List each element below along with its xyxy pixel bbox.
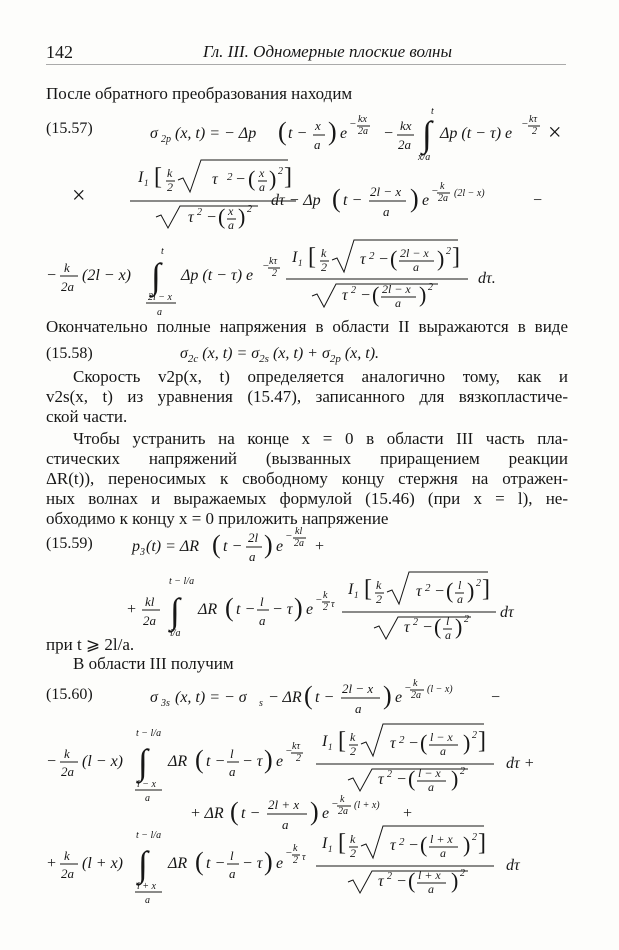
header-rule (46, 64, 566, 65)
equation-15-58: $\sigma_{2c}$ (x, $t) = \sigma_{2s}$ (x, $t) + \sigma_{2p}$ (x, t). (180, 345, 380, 366)
svg-text:τ: τ (342, 287, 348, 304)
svg-text:τ: τ (212, 171, 218, 188)
running-title: Гл. III. Одномерные плоские волны (203, 42, 452, 61)
svg-text:2a: 2a (338, 806, 348, 817)
svg-text:∫: ∫ (138, 742, 148, 782)
svg-text:]: ] (284, 164, 292, 190)
svg-text:kτ: kτ (529, 114, 538, 125)
svg-text:3: 3 (140, 547, 145, 558)
svg-text:(: ( (372, 282, 380, 307)
svg-text:1: 1 (328, 844, 333, 854)
svg-text:a: a (428, 882, 434, 896)
svg-text:t −: t − (343, 192, 363, 209)
svg-text:−: − (532, 192, 543, 209)
svg-text:a: a (229, 764, 236, 779)
svg-text:2: 2 (399, 734, 405, 746)
svg-text:]: ] (478, 830, 486, 856)
svg-text:−: − (262, 260, 270, 272)
svg-text:(: ( (248, 166, 256, 191)
svg-text:t −: t − (206, 855, 226, 872)
svg-text:σ: σ (150, 125, 158, 142)
svg-text:τ: τ (390, 837, 396, 854)
svg-text:(l − x): (l − x) (427, 684, 453, 695)
svg-text:l: l (230, 848, 234, 863)
svg-text:(: ( (212, 530, 221, 559)
svg-text:2: 2 (321, 260, 327, 274)
svg-text:2l − x: 2l − x (382, 282, 411, 296)
svg-text:k: k (64, 260, 70, 275)
paragraph-plastic-line-2: стических напряжений (вызванных приращением реакции (46, 449, 568, 468)
svg-text:ΔR: ΔR (168, 855, 188, 872)
svg-text:dτ: dτ (506, 857, 520, 874)
svg-text:(: ( (420, 730, 428, 755)
svg-text:−: − (422, 619, 433, 636)
svg-text:k: k (64, 746, 70, 761)
svg-text:x: x (259, 166, 265, 180)
equation-number-15-57: (15.57) (46, 120, 93, 137)
svg-text:−: − (396, 873, 407, 890)
svg-text:[: [ (338, 830, 346, 856)
svg-text:2: 2 (460, 766, 465, 777)
svg-text:τ: τ (331, 599, 335, 610)
svg-text:l + x: l + x (418, 868, 441, 882)
svg-text:): ) (410, 184, 419, 213)
svg-text:2a: 2a (438, 193, 448, 204)
svg-text:a: a (157, 307, 162, 318)
svg-text:ΔR: ΔR (168, 753, 188, 770)
svg-text:2l − x: 2l − x (148, 292, 172, 303)
svg-text:x/a: x/a (418, 152, 431, 163)
svg-text:l + x: l + x (430, 832, 453, 846)
svg-text:2: 2 (369, 250, 375, 262)
equation-15-60 (40, 668, 610, 918)
svg-text:∫: ∫ (151, 256, 161, 296)
paragraph-after-inverse-transform: После обратного преобразования находим (46, 84, 353, 103)
svg-text:−: − (431, 185, 439, 197)
svg-text:): ) (310, 797, 319, 826)
svg-text:(x, t) = − σ: (x, t) = − σ (175, 689, 247, 706)
equation-number-15-60: (15.60) (46, 686, 93, 703)
svg-text:(: ( (408, 766, 416, 791)
svg-text:(: ( (278, 117, 287, 146)
svg-text:dτ.: dτ. (478, 270, 496, 287)
svg-text:(l − x): (l − x) (82, 753, 123, 770)
svg-text:2: 2 (472, 730, 477, 741)
svg-text:2a: 2a (143, 613, 156, 628)
svg-text:−: − (396, 771, 407, 788)
equation-15-57 (40, 100, 610, 325)
svg-text:(: ( (225, 593, 234, 622)
svg-text:kτ: kτ (292, 741, 301, 752)
svg-text:l − x: l − x (418, 766, 441, 780)
svg-text:a: a (440, 744, 446, 758)
svg-text:τ: τ (404, 619, 410, 636)
svg-text:I: I (292, 249, 298, 266)
svg-text:a: a (428, 780, 434, 794)
svg-text:2: 2 (532, 126, 537, 137)
svg-text:−: − (349, 118, 357, 130)
svg-text:k: k (340, 794, 345, 805)
svg-text:kx: kx (400, 118, 412, 133)
svg-text:l + x: l + x (137, 881, 156, 892)
svg-text:2a: 2a (411, 690, 421, 701)
svg-text:2: 2 (278, 166, 283, 177)
svg-text:a: a (249, 549, 256, 564)
svg-text:τ: τ (302, 852, 306, 863)
paragraph-total-stress: Окончательно полные напряжения в области II выражаются в виде (46, 317, 568, 336)
svg-text:ΔR: ΔR (198, 601, 218, 618)
svg-text:t −: t − (206, 753, 226, 770)
svg-text:): ) (451, 868, 459, 893)
svg-text:k: k (323, 590, 328, 601)
paragraph-velocity-line-1: Скорость v2p(x, t) определяется аналогично тому, как и (73, 367, 568, 386)
svg-text:(: ( (195, 745, 204, 774)
svg-text:]: ] (452, 244, 460, 270)
svg-text:1: 1 (354, 590, 359, 600)
svg-text:I: I (138, 169, 144, 186)
svg-text:dτ: dτ (500, 604, 514, 621)
svg-text:×: × (548, 120, 562, 146)
svg-text:×: × (72, 183, 86, 209)
svg-text:2l − x: 2l − x (400, 246, 429, 260)
svg-text:l − x: l − x (430, 730, 453, 744)
svg-text:3s: 3s (161, 698, 170, 709)
svg-text:): ) (419, 282, 427, 307)
svg-text:): ) (451, 766, 459, 791)
svg-text:−: − (490, 689, 501, 706)
svg-text:− τ: − τ (242, 855, 263, 872)
svg-text:τ: τ (360, 251, 366, 268)
svg-text:−: − (378, 251, 389, 268)
svg-text:t − l/a: t − l/a (169, 576, 195, 587)
svg-text:): ) (238, 204, 246, 229)
svg-text:k: k (350, 730, 356, 744)
svg-text:a: a (457, 592, 463, 606)
page-number: 142 (46, 42, 73, 62)
svg-text:): ) (264, 847, 273, 876)
svg-text:−: − (408, 837, 419, 854)
svg-text:[: [ (338, 728, 346, 754)
svg-text:e: e (276, 753, 284, 770)
svg-text:τ: τ (416, 583, 422, 600)
svg-text:(2l − x): (2l − x) (82, 267, 131, 284)
svg-text:): ) (264, 745, 273, 774)
svg-text:(t) = ΔR: (t) = ΔR (146, 538, 200, 555)
svg-text:a: a (259, 180, 265, 194)
svg-text:2: 2 (472, 832, 477, 843)
svg-text:− ΔR: − ΔR (268, 689, 302, 706)
svg-text:2l: 2l (248, 530, 259, 545)
svg-text:1: 1 (298, 258, 303, 268)
paragraph-plastic-line-1: Чтобы устранить на конце x = 0 в области III часть пла- (73, 429, 568, 448)
svg-text:p: p (132, 538, 140, 555)
svg-text:− τ: − τ (242, 753, 263, 770)
svg-text:2: 2 (399, 836, 405, 848)
svg-text:I: I (322, 835, 328, 852)
svg-text:−: − (331, 798, 339, 810)
svg-text:−: − (360, 287, 371, 304)
paragraph-plastic-line-4: ных волнах и выражаемых формулой (15.46) (при x = l), не- (46, 489, 568, 508)
svg-text:2l − x: 2l − x (370, 184, 402, 199)
svg-text:e: e (306, 601, 314, 618)
svg-text:−: − (235, 171, 246, 188)
svg-text:τ: τ (390, 735, 396, 752)
svg-text:2l − x: 2l − x (342, 681, 374, 696)
svg-text:−: − (315, 594, 323, 606)
svg-text:(l + x): (l + x) (354, 800, 380, 811)
svg-text:l − x: l − x (137, 779, 156, 790)
svg-text:+: + (402, 805, 413, 822)
svg-text:): ) (264, 530, 273, 559)
paragraph-velocity-line-3: ской части. (46, 407, 128, 426)
svg-text:(: ( (434, 614, 442, 639)
svg-text:2: 2 (350, 846, 356, 860)
svg-text:−: − (408, 735, 419, 752)
paragraph-velocity-line-2: v2s(x, t) из уравнения (15.47), записанного для вязкопластиче- (46, 387, 568, 406)
svg-text:x: x (228, 204, 234, 218)
svg-text:a: a (383, 204, 390, 219)
svg-text:t −: t − (241, 805, 261, 822)
svg-text:]: ] (482, 576, 490, 602)
svg-text:): ) (455, 614, 463, 639)
svg-text:): ) (463, 730, 471, 755)
svg-text:−: − (285, 847, 293, 859)
svg-text:2: 2 (425, 582, 431, 594)
svg-text:−: − (383, 125, 394, 142)
svg-text:): ) (328, 117, 337, 146)
svg-text:2: 2 (272, 268, 277, 279)
svg-text:kl: kl (295, 526, 303, 537)
svg-text:s: s (259, 698, 263, 709)
svg-text:(: ( (408, 868, 416, 893)
svg-text:2a: 2a (294, 538, 304, 549)
svg-text:l: l (230, 746, 234, 761)
svg-text:a: a (314, 137, 321, 152)
svg-text:): ) (437, 246, 445, 271)
svg-text:k: k (64, 848, 70, 863)
svg-text:t: t (431, 106, 434, 117)
svg-text:dτ +: dτ + (506, 755, 535, 772)
svg-text:I: I (322, 733, 328, 750)
svg-text:a: a (228, 218, 234, 232)
svg-text:−: − (46, 267, 57, 284)
svg-text:e: e (276, 538, 284, 555)
svg-text:kτ: kτ (269, 256, 278, 267)
svg-text:+: + (126, 601, 137, 618)
svg-text:2: 2 (197, 207, 202, 218)
svg-text:l: l (446, 614, 450, 628)
svg-text:k: k (321, 246, 327, 260)
equation-15-59 (40, 515, 610, 640)
svg-text:2: 2 (351, 285, 356, 296)
svg-text:τ: τ (188, 209, 194, 226)
svg-text:(x, t) = − Δp: (x, t) = − Δp (175, 125, 257, 142)
svg-text:+ ΔR: + ΔR (190, 805, 224, 822)
equation-number-15-58: (15.58) (46, 345, 93, 362)
svg-text:2a: 2a (61, 866, 74, 881)
svg-text:kx: kx (358, 114, 367, 125)
svg-text:t − l/a: t − l/a (136, 728, 162, 739)
svg-text:t −: t − (223, 538, 243, 555)
svg-text:2: 2 (293, 855, 298, 866)
svg-text:(: ( (332, 184, 341, 213)
svg-text:a: a (282, 817, 289, 832)
svg-text:): ) (463, 832, 471, 857)
svg-text:2: 2 (387, 769, 392, 780)
svg-text:1: 1 (328, 742, 333, 752)
svg-text:(l + x): (l + x) (82, 855, 123, 872)
svg-text:(: ( (446, 578, 454, 603)
svg-text:[: [ (154, 164, 162, 190)
svg-text:−: − (285, 745, 293, 757)
svg-text:−: − (285, 530, 293, 542)
svg-text:a: a (229, 866, 236, 881)
svg-text:2p: 2p (161, 134, 171, 145)
svg-text:(: ( (420, 832, 428, 857)
svg-text:k: k (167, 166, 173, 180)
paragraph-plastic-line-3: ΔR(t)), переносимых к свободному концу стержня на отражен- (46, 469, 568, 488)
svg-text:−: − (46, 753, 57, 770)
svg-text:τ: τ (378, 873, 384, 890)
svg-text:a: a (440, 846, 446, 860)
svg-text:a: a (445, 628, 451, 640)
svg-text:− τ: − τ (272, 601, 293, 618)
svg-text:2: 2 (227, 171, 233, 183)
svg-text:2: 2 (376, 592, 382, 606)
svg-text:k: k (440, 181, 445, 192)
svg-text:): ) (467, 578, 475, 603)
svg-text:a: a (413, 260, 419, 274)
svg-text:∫: ∫ (138, 844, 148, 884)
svg-text:(: ( (218, 204, 226, 229)
svg-text:l/a: l/a (170, 628, 181, 639)
condition-text: при t ⩾ 2l/a. (46, 635, 135, 654)
svg-text:−: − (404, 682, 412, 694)
svg-text:t: t (161, 246, 164, 257)
svg-text:): ) (383, 681, 392, 710)
svg-text:a: a (355, 701, 362, 716)
svg-text:e: e (340, 125, 348, 142)
svg-text:σ: σ (150, 689, 158, 706)
svg-text:k: k (293, 843, 298, 854)
svg-text:2: 2 (247, 204, 252, 215)
svg-text:e: e (322, 805, 330, 822)
svg-text:I: I (348, 581, 354, 598)
svg-text:a: a (395, 296, 401, 310)
paragraph-plastic-line-5: обходимо к концу x = 0 приложить напряжение (46, 509, 389, 528)
svg-text:a: a (145, 895, 150, 906)
svg-text:2: 2 (350, 744, 356, 758)
svg-text:[: [ (308, 244, 316, 270)
svg-text:−: − (521, 118, 529, 130)
svg-text:+: + (314, 538, 325, 555)
svg-text:t − l/a: t − l/a (136, 830, 162, 841)
svg-text:2a: 2a (358, 126, 368, 137)
svg-text:Δp (t − τ) e: Δp (t − τ) e (440, 125, 513, 142)
svg-text:): ) (269, 166, 277, 191)
svg-text:2: 2 (428, 282, 433, 293)
svg-text:e: e (395, 689, 403, 706)
svg-text:2: 2 (323, 602, 328, 613)
svg-text:2: 2 (464, 614, 469, 625)
svg-text:2l + x: 2l + x (268, 797, 300, 812)
paragraph-region-III: В области III получим (73, 654, 234, 673)
svg-text:∫: ∫ (422, 114, 432, 154)
svg-text:k: k (413, 678, 418, 689)
svg-text:(: ( (304, 681, 313, 710)
svg-text:]: ] (478, 728, 486, 754)
svg-text:(: ( (230, 797, 239, 826)
svg-text:2: 2 (387, 871, 392, 882)
svg-text:(2l − x): (2l − x) (454, 188, 485, 199)
svg-text:x: x (315, 118, 321, 133)
svg-text:(: ( (390, 246, 398, 271)
svg-text:l: l (458, 578, 462, 592)
svg-text:−: − (206, 209, 217, 226)
svg-text:2: 2 (296, 753, 301, 764)
svg-text:2a: 2a (61, 764, 74, 779)
svg-text:Δp (t − τ) e: Δp (t − τ) e (181, 267, 254, 284)
svg-text:−: − (434, 583, 445, 600)
svg-text:l: l (260, 594, 264, 609)
svg-text:(: ( (195, 847, 204, 876)
svg-text:dτ − Δp: dτ − Δp (271, 192, 321, 209)
svg-text:2: 2 (167, 180, 173, 194)
svg-text:1: 1 (144, 178, 149, 188)
svg-text:e: e (422, 192, 430, 209)
svg-text:): ) (294, 593, 303, 622)
svg-text:2a: 2a (398, 137, 411, 152)
equation-number-15-59: (15.59) (46, 535, 93, 552)
svg-text:2a: 2a (61, 279, 74, 294)
svg-text:2: 2 (476, 578, 481, 589)
svg-text:a: a (259, 613, 266, 628)
svg-text:t −: t − (288, 125, 308, 142)
svg-text:∫: ∫ (170, 591, 180, 631)
svg-text:[: [ (364, 576, 372, 602)
svg-text:t −: t − (315, 689, 335, 706)
svg-text:k: k (350, 832, 356, 846)
svg-text:τ: τ (378, 771, 384, 788)
svg-text:2: 2 (460, 868, 465, 879)
svg-text:e: e (276, 855, 284, 872)
svg-text:kl: kl (145, 594, 155, 609)
svg-text:a: a (145, 793, 150, 804)
svg-text:+: + (46, 855, 57, 872)
svg-text:2: 2 (446, 246, 451, 257)
svg-text:t −: t − (236, 601, 256, 618)
svg-text:2: 2 (413, 617, 418, 628)
svg-text:k: k (376, 578, 382, 592)
